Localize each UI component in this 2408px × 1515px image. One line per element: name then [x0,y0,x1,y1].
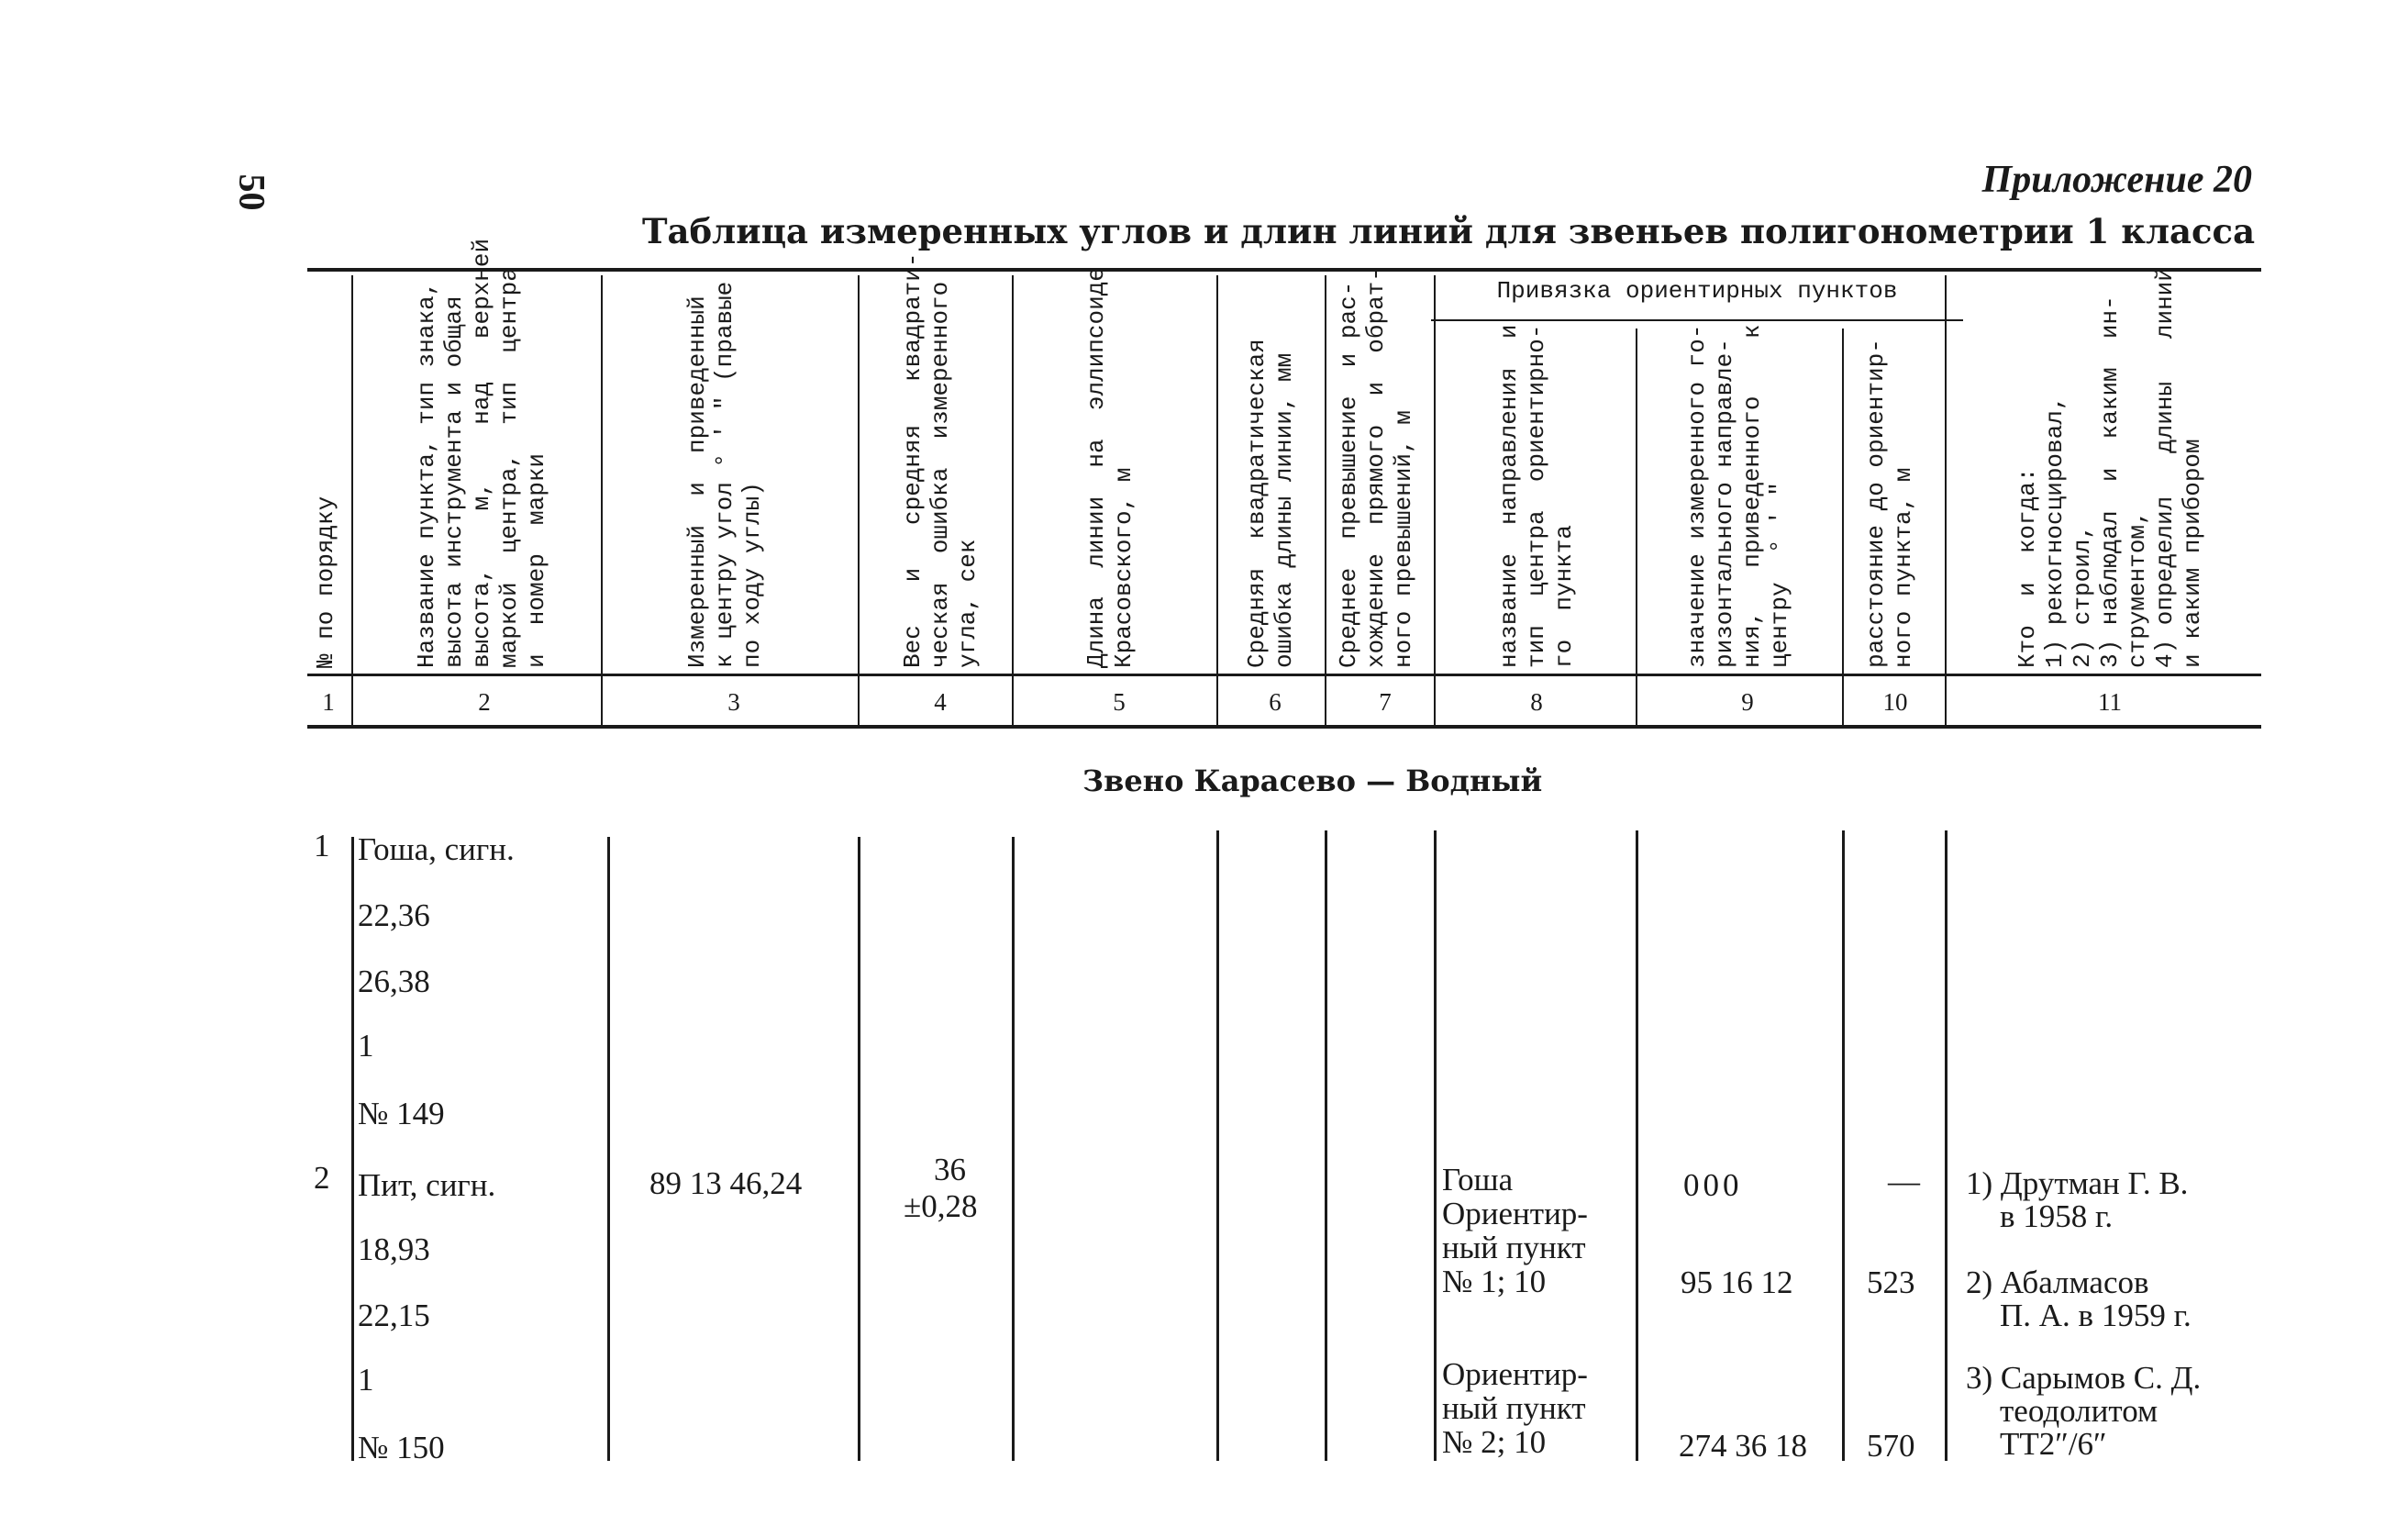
total-height: 22,15 [358,1298,430,1333]
row-number: 2 [314,1160,330,1196]
row-number: 1 [314,828,330,863]
column-number: 1 [322,688,335,716]
orient-name-line: ный пункт [1442,1390,1586,1426]
group-rule [1431,319,1963,321]
who-line: 3) Сарымов С. Д. [1966,1360,2202,1396]
orient-direction: 95 16 12 [1681,1264,1793,1300]
body-separator [1842,830,1845,1461]
body-separator [1012,837,1015,1461]
column-number: 6 [1269,688,1282,716]
who-line: ТТ2″/6″ [2000,1426,2107,1462]
header-col-2: Название пункта, тип знака, высота инструмента и общая высота, м, над верхней маркой центра, тип центра и номер марки [413,238,550,668]
orient-direction: 274 36 18 [1679,1428,1807,1464]
total-height: 26,38 [358,964,430,999]
body-separator [858,837,860,1461]
header-col-11: Кто и когда: 1) рекогносцировал, 2) строил, 3) наблюдал и каким ин- струментом, 4) определил длины линий и каким прибором [2014,267,2206,668]
header-col-8: название направления и тип центра ориентирно- го пункта [1495,324,1578,668]
col-separator [1325,275,1326,725]
group-header: Привязка ориентирных пунктов [1496,277,1898,305]
header-col-1: № по порядку [312,496,339,668]
body-separator [351,837,354,1461]
orient-name-line: Ориентир- [1442,1196,1588,1231]
body-separator [1945,830,1947,1461]
header-col-6: Средняя квадратическая ошибка длины линии, мм [1243,339,1298,668]
colnum-bottom-rule [307,725,2261,729]
mark-number: № 150 [358,1430,445,1465]
body-separator [1216,830,1219,1461]
orient-name-line: ный пункт [1442,1230,1586,1265]
who-line: 1) Друтман Г. В. [1966,1165,2189,1201]
who-line: П. А. в 1959 г. [2000,1298,2192,1333]
col-separator [1842,329,1844,725]
col-separator [601,275,603,725]
orient-distance-initial: — [1888,1164,1920,1199]
appendix-label: Приложение 20 [1981,159,2252,201]
orient-distance: 523 [1867,1264,1915,1300]
column-number: 5 [1113,688,1126,716]
mark-number: № 149 [358,1096,445,1131]
column-number: 3 [727,688,740,716]
point-name: Гоша, сигн. [358,831,515,867]
angle-weight: 36 [934,1152,966,1187]
orient-direction-initial: 000 [1683,1167,1743,1203]
body-separator [1325,830,1327,1461]
orient-name-line: № 1; 10 [1442,1264,1547,1299]
header-col-5: Длина линии на эллипсоиде Красовского, м [1082,267,1137,668]
column-number: 11 [2098,688,2122,716]
column-number: 7 [1379,688,1392,716]
who-line: теодолитом [2000,1393,2158,1429]
center-type: 1 [358,1028,374,1064]
body-separator [1434,830,1437,1461]
measured-angle: 89 13 46,24 [649,1165,803,1201]
column-number: 2 [478,688,491,716]
col-separator [351,275,353,725]
page-number: 50 [231,173,273,211]
who-line: в 1958 г. [2000,1198,2114,1234]
col-separator [1945,275,1947,725]
column-number: 4 [934,688,947,716]
column-number: 9 [1741,688,1754,716]
header-col-7: Среднее превышение и рас- хождение прямого и обрат- ного превышений, м [1335,267,1417,668]
section-title: Звено Карасево — Водный [1082,763,1543,798]
angle-error: ±0,28 [904,1188,978,1224]
body-separator [607,837,610,1461]
point-name: Пит, сигн. [358,1167,496,1203]
header-col-4: Вес и средняя квадрати- ческая ошибка измеренного угла, сек [899,252,982,668]
col-separator [1012,275,1014,725]
header-col-10: расстояние до ориентир- ного пункта, м [1862,339,1917,668]
orient-distance: 570 [1867,1428,1915,1464]
col-separator [858,275,860,725]
body-separator [1636,830,1638,1461]
header-col-3: Измеренный и приведенный к центру угол ° ′ ″ (правые по ходу углы) [683,281,766,668]
orient-name-line: Ориентир- [1442,1356,1588,1392]
center-type: 1 [358,1362,374,1398]
column-number: 8 [1530,688,1543,716]
col-separator [1434,275,1436,725]
orient-name-line: Гоша [1442,1162,1514,1198]
header-col-9: значение измеренного го- ризонтального направле- ния, приведенного к центру ° ′ ″ [1683,324,1793,668]
header-top-rule [307,268,2261,272]
column-number: 10 [1882,688,1908,716]
table-title: Таблица измеренных углов и длин линий для звеньев полигонометрии 1 класса [642,211,2256,251]
instrument-height: 18,93 [358,1231,430,1267]
instrument-height: 22,36 [358,897,430,933]
orient-name-line: № 2; 10 [1442,1424,1547,1460]
col-separator [1636,329,1637,725]
who-line: 2) Абалмасов [1966,1264,2149,1300]
col-separator [1216,275,1218,725]
